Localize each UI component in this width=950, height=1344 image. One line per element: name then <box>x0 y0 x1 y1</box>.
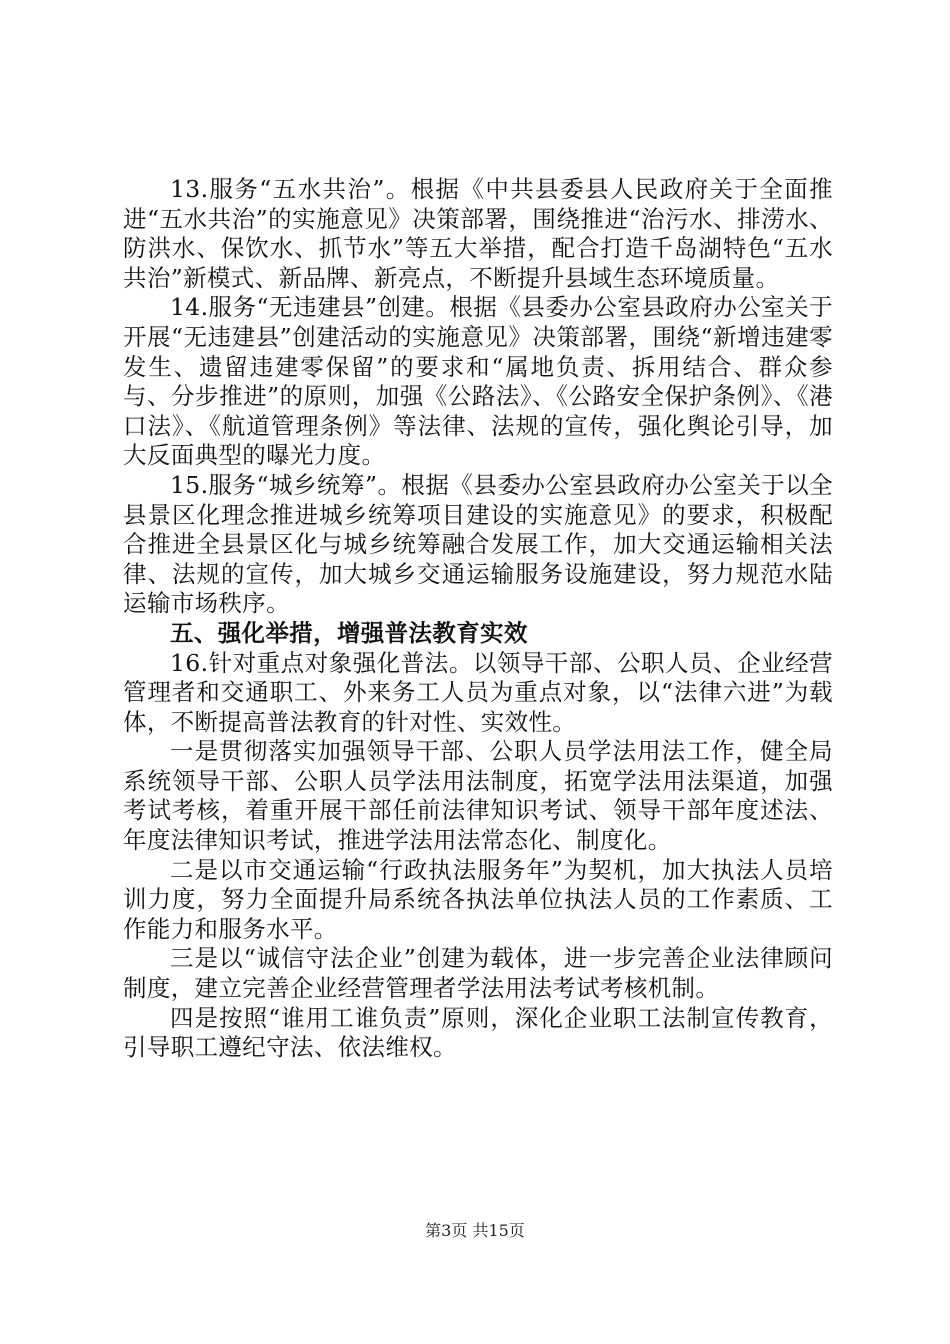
paragraph-item-1: 一是贯彻落实加强领导干部、公职人员学法用法工作，健全局系统领导干部、公职人员学法用法制度，拓宽学法用法渠道，加强考试考核，着重开展干部任前法律知识考试、领导干部年度述法、年度法律知识考试，推进学法用法常态化、制度化。 <box>123 737 833 855</box>
paragraph-13: 13.服务“五水共治”。根据《中共县委县人民政府关于全面推进“五水共治”的实施意见》决策部署，围绕推进“治污水、排涝水、防洪水、保饮水、抓节水”等五大举措，配合打造千岛湖特色“五水共治”新模式、新品牌、新亮点，不断提升县域生态环境质量。 <box>123 175 833 292</box>
page-number-footer: 第3页 共15页 <box>425 1221 525 1240</box>
section-heading-5: 五、强化举措，增强普法教育实效 <box>170 618 528 647</box>
paragraph-15: 15.服务“城乡统筹”。根据《县委办公室县政府办公室关于以全县景区化理念推进城乡统筹项目建设的实施意见》的要求，积极配合推进全县景区化与城乡统筹融合发展工作，加大交通运输相关法律、法规的宣传，加大城乡交通运输服务设施建设，努力规范水陆运输市场秩序。 <box>123 470 833 618</box>
paragraph-item-4: 四是按照“谁用工谁负责”原则，深化企业职工法制宣传教育，引导职工遵纪守法、依法维权。 <box>123 1003 833 1062</box>
paragraph-14: 14.服务“无违建县”创建。根据《县委办公室县政府办公室关于开展“无违建县”创建活动的实施意见》决策部署，围绕“新增违建零发生、遗留违建零保留”的要求和“属地负责、拆用结合、群众参与、分步推进”的原则，加强《公路法》、《公路安全保护条例》、《港口法》、《航道管理条例》等法律、法规的宣传，强化舆论引导，加大反面典型的曝光力度。 <box>123 293 833 470</box>
document-body <box>123 175 833 1063</box>
paragraph-16: 16.针对重点对象强化普法。以领导干部、公职人员、企业经营管理者和交通职工、外来务工人员为重点对象，以“法律六进”为载体，不断提高普法教育的针对性、实效性。 <box>123 648 833 736</box>
paragraph-item-2: 二是以市交通运输“行政执法服务年”为契机，加大执法人员培训力度，努力全面提升局系统各执法单位执法人员的工作素质、工作能力和服务水平。 <box>123 855 833 943</box>
paragraph-item-3: 三是以“诚信守法企业”创建为载体，进一步完善企业法律顾问制度，建立完善企业经营管理者学法用法考试考核机制。 <box>123 944 833 1003</box>
